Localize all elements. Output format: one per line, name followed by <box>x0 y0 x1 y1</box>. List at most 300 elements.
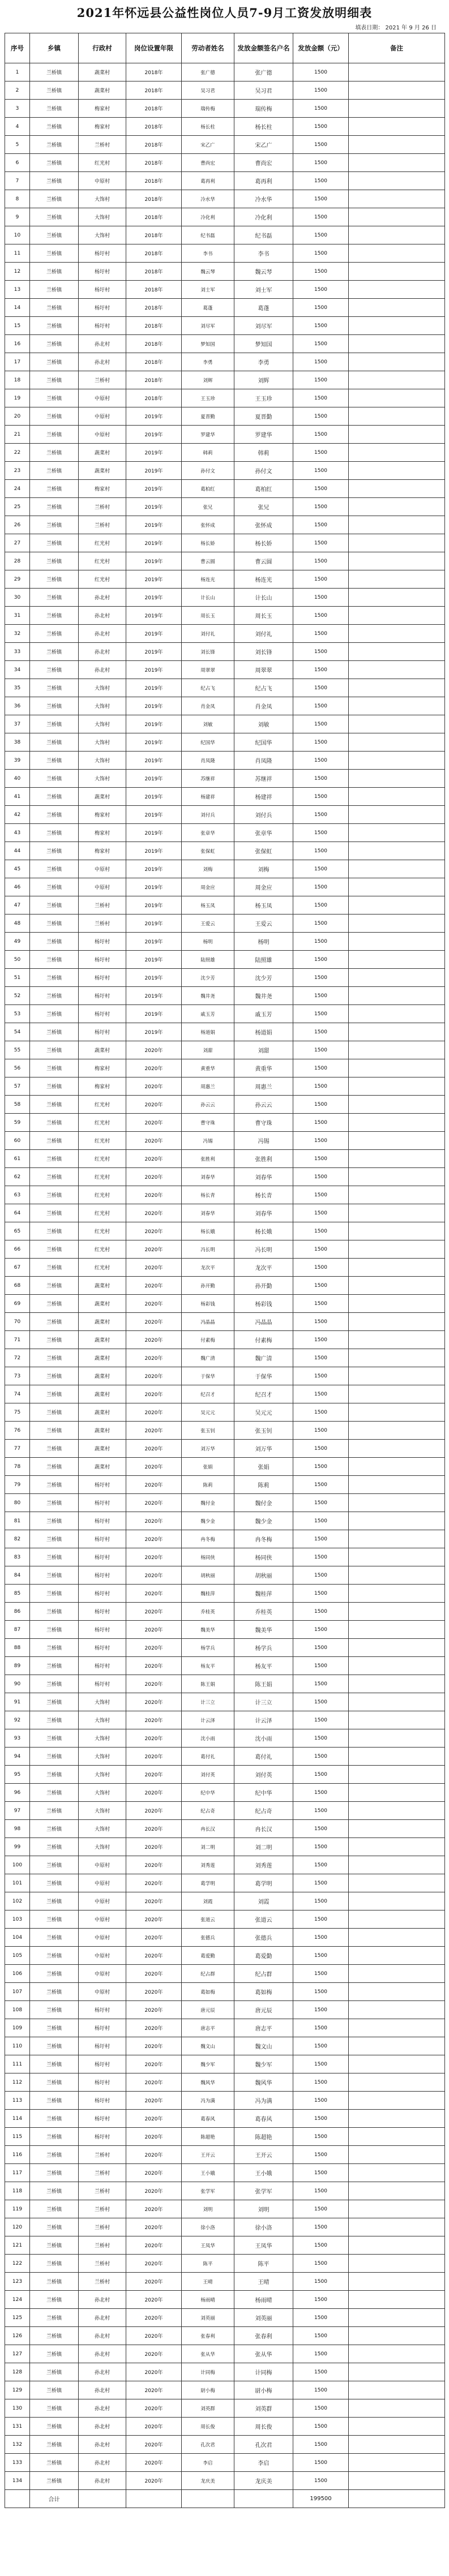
year-cell: 2018年 <box>126 100 182 118</box>
table-row <box>5 244 445 263</box>
seq-cell: 61 <box>5 1150 30 1168</box>
year-cell: 2020年 <box>126 2436 182 2454</box>
amount-cell: 1500 <box>293 2146 349 2164</box>
year-cell: 2020年 <box>126 2309 182 2327</box>
amount-cell: 1500 <box>293 824 349 842</box>
remark-cell <box>349 697 445 715</box>
worker-name-cell: 魏少军 <box>182 2055 234 2073</box>
year-cell: 2019年 <box>126 480 182 498</box>
town-cell: 兰桥镇 <box>30 371 79 389</box>
year-cell: 2019年 <box>126 987 182 1005</box>
year-cell: 2019年 <box>126 552 182 570</box>
town-cell: 兰桥镇 <box>30 2454 79 2472</box>
village-cell: 大饰村 <box>79 1766 126 1784</box>
town-cell: 兰桥镇 <box>30 824 79 842</box>
village-cell: 孙北村 <box>79 661 126 679</box>
town-cell: 兰桥镇 <box>30 915 79 933</box>
town-cell: 兰桥镇 <box>30 1675 79 1693</box>
signature-cell: 尉小梅 <box>234 2381 293 2399</box>
amount-cell: 1500 <box>293 2327 349 2345</box>
signature-cell: 杨玉凤 <box>234 896 293 915</box>
amount-cell: 1500 <box>293 100 349 118</box>
seq-cell: 128 <box>5 2363 30 2381</box>
amount-cell: 1500 <box>293 2164 349 2182</box>
year-cell: 2020年 <box>126 2218 182 2236</box>
remark-cell <box>349 317 445 335</box>
town-cell: 兰桥镇 <box>30 2381 79 2399</box>
seq-cell: 90 <box>5 1675 30 1693</box>
year-cell: 2019年 <box>126 824 182 842</box>
town-cell: 兰桥镇 <box>30 2309 79 2327</box>
amount-cell: 1500 <box>293 1077 349 1096</box>
seq-cell: 69 <box>5 1295 30 1313</box>
amount-cell: 1500 <box>293 806 349 824</box>
remark-cell <box>349 480 445 498</box>
table-row <box>5 1838 445 1856</box>
remark-cell <box>349 2309 445 2327</box>
amount-cell: 1500 <box>293 154 349 172</box>
table-row <box>5 1910 445 1929</box>
fill-date-month-unit: 月 <box>414 25 420 31</box>
remark-cell <box>349 244 445 263</box>
signature-cell: 计长山 <box>234 589 293 607</box>
amount-cell: 1500 <box>293 752 349 770</box>
year-cell: 2018年 <box>126 353 182 371</box>
year-cell: 2019年 <box>126 715 182 733</box>
signature-cell: 冉长汉 <box>234 1820 293 1838</box>
amount-cell: 1500 <box>293 1621 349 1639</box>
amount-cell: 1500 <box>293 570 349 589</box>
signature-cell: 杨同侠 <box>234 1548 293 1566</box>
worker-name-cell: 杨明 <box>182 933 234 951</box>
table-row <box>5 1947 445 1965</box>
village-cell: 兰桥村 <box>79 896 126 915</box>
remark-cell <box>349 1259 445 1277</box>
seq-cell: 94 <box>5 1748 30 1766</box>
signature-cell: 计同梅 <box>234 2363 293 2381</box>
worker-name-cell: 魏付金 <box>182 1494 234 1512</box>
signature-cell: 魏风华 <box>234 2073 293 2092</box>
signature-cell: 杨学兵 <box>234 1639 293 1657</box>
signature-cell: 葛如梅 <box>234 1983 293 2001</box>
amount-cell: 1500 <box>293 2110 349 2128</box>
total-name-cell <box>182 2490 234 2508</box>
table-row <box>5 860 445 878</box>
seq-cell: 80 <box>5 1494 30 1512</box>
remark-cell <box>349 407 445 426</box>
signature-cell: 沈小雨 <box>234 1729 293 1748</box>
seq-cell: 28 <box>5 552 30 570</box>
village-cell: 蔬菜村 <box>79 1385 126 1403</box>
signature-cell: 陈超艳 <box>234 2128 293 2146</box>
year-cell: 2020年 <box>126 1458 182 1476</box>
remark-cell <box>349 1114 445 1132</box>
year-cell: 2020年 <box>126 1820 182 1838</box>
amount-cell: 1500 <box>293 2309 349 2327</box>
table-row <box>5 1548 445 1566</box>
signature-cell: 胡秋丽 <box>234 1566 293 1585</box>
remark-cell <box>349 1367 445 1385</box>
town-cell: 兰桥镇 <box>30 679 79 697</box>
worker-name-cell: 肖金凤 <box>182 697 234 715</box>
remark-cell <box>349 1385 445 1403</box>
worker-name-cell: 陈平 <box>182 2255 234 2273</box>
table-row <box>5 1440 445 1458</box>
signature-cell: 龙庆美 <box>234 2472 293 2490</box>
table-row <box>5 2273 445 2291</box>
town-cell: 兰桥镇 <box>30 1168 79 1186</box>
town-cell: 兰桥镇 <box>30 1096 79 1114</box>
amount-cell: 1500 <box>293 426 349 444</box>
remark-cell <box>349 1512 445 1530</box>
year-cell: 2019年 <box>126 969 182 987</box>
signature-cell: 曹云圆 <box>234 552 293 570</box>
village-cell: 中原村 <box>79 1929 126 1947</box>
seq-cell: 87 <box>5 1621 30 1639</box>
remark-cell <box>349 1820 445 1838</box>
year-cell: 2020年 <box>126 2273 182 2291</box>
remark-cell <box>349 1566 445 1585</box>
town-cell: 兰桥镇 <box>30 878 79 896</box>
amount-cell: 1500 <box>293 1910 349 1929</box>
seq-cell: 45 <box>5 860 30 878</box>
village-cell: 大饰村 <box>79 208 126 226</box>
signature-cell: 杨长青 <box>234 1186 293 1204</box>
village-cell: 中原村 <box>79 407 126 426</box>
amount-cell: 1500 <box>293 1385 349 1403</box>
remark-cell <box>349 2236 445 2255</box>
village-cell: 兰桥村 <box>79 2146 126 2164</box>
total-signature-cell <box>234 2490 293 2508</box>
remark-cell <box>349 263 445 281</box>
remark-cell <box>349 1965 445 1983</box>
worker-name-cell: 杨学兵 <box>182 1639 234 1657</box>
amount-cell: 1500 <box>293 407 349 426</box>
signature-cell: 王小娥 <box>234 2164 293 2182</box>
worker-name-cell: 梦知国 <box>182 335 234 353</box>
village-cell: 大饰村 <box>79 770 126 788</box>
worker-name-cell: 计三立 <box>182 1693 234 1711</box>
worker-name-cell: 周长俊 <box>182 2418 234 2436</box>
worker-name-cell: 张从华 <box>182 2345 234 2363</box>
seq-cell: 122 <box>5 2255 30 2273</box>
village-cell: 孙北村 <box>79 2454 126 2472</box>
remark-cell <box>349 1023 445 1041</box>
table-row <box>5 2291 445 2309</box>
remark-cell <box>349 2255 445 2273</box>
seq-cell: 120 <box>5 2218 30 2236</box>
remark-cell <box>349 1711 445 1729</box>
seq-cell: 66 <box>5 1240 30 1259</box>
signature-cell: 杨长娥 <box>234 1222 293 1240</box>
signature-cell: 杨连光 <box>234 570 293 589</box>
year-cell: 2019年 <box>126 607 182 625</box>
amount-cell: 1500 <box>293 2200 349 2218</box>
header-year: 岗位设置年限 <box>126 33 182 63</box>
seq-cell: 27 <box>5 534 30 552</box>
signature-cell: 魏文山 <box>234 2037 293 2055</box>
worker-name-cell: 冯为满 <box>182 2092 234 2110</box>
town-cell: 兰桥镇 <box>30 1331 79 1349</box>
year-cell: 2019年 <box>126 516 182 534</box>
remark-cell <box>349 1947 445 1965</box>
village-cell: 杨圩村 <box>79 317 126 335</box>
town-cell: 兰桥镇 <box>30 1910 79 1929</box>
table-row <box>5 806 445 824</box>
village-cell: 兰桥村 <box>79 915 126 933</box>
amount-cell: 1500 <box>293 172 349 190</box>
town-cell: 兰桥镇 <box>30 1240 79 1259</box>
seq-cell: 91 <box>5 1693 30 1711</box>
amount-cell: 1500 <box>293 915 349 933</box>
signature-cell: 冷水华 <box>234 190 293 208</box>
seq-cell: 71 <box>5 1331 30 1349</box>
amount-cell: 1500 <box>293 1204 349 1222</box>
village-cell: 孙北村 <box>79 607 126 625</box>
signature-cell: 徐小洛 <box>234 2218 293 2236</box>
worker-name-cell: 张兄 <box>182 498 234 516</box>
village-cell: 孙北村 <box>79 2291 126 2309</box>
signature-cell: 张广德 <box>234 63 293 81</box>
seq-cell: 12 <box>5 263 30 281</box>
table-row <box>5 1603 445 1621</box>
remark-cell <box>349 860 445 878</box>
table-row <box>5 335 445 353</box>
seq-cell: 113 <box>5 2092 30 2110</box>
amount-cell: 1500 <box>293 842 349 860</box>
village-cell: 大饰村 <box>79 1729 126 1748</box>
remark-cell <box>349 1277 445 1295</box>
town-cell: 兰桥镇 <box>30 1023 79 1041</box>
worker-name-cell: 计同梅 <box>182 2363 234 2381</box>
amount-cell: 1500 <box>293 1313 349 1331</box>
seq-cell: 78 <box>5 1458 30 1476</box>
signature-cell: 宋乙广 <box>234 136 293 154</box>
village-cell: 大饰村 <box>79 697 126 715</box>
remark-cell <box>349 987 445 1005</box>
village-cell: 杨圩村 <box>79 2019 126 2037</box>
village-cell: 孙北村 <box>79 643 126 661</box>
year-cell: 2020年 <box>126 1929 182 1947</box>
worker-name-cell: 杨建祥 <box>182 788 234 806</box>
year-cell: 2020年 <box>126 2128 182 2146</box>
table-row <box>5 1802 445 1820</box>
seq-cell: 47 <box>5 896 30 915</box>
signature-cell: 付素梅 <box>234 1331 293 1349</box>
village-cell: 杨圩村 <box>79 299 126 317</box>
amount-cell: 1500 <box>293 2291 349 2309</box>
year-cell: 2020年 <box>126 2291 182 2309</box>
seq-cell: 117 <box>5 2164 30 2182</box>
worker-name-cell: 刘士军 <box>182 281 234 299</box>
year-cell: 2020年 <box>126 1277 182 1295</box>
town-cell: 兰桥镇 <box>30 2182 79 2200</box>
worker-name-cell: 杨道娟 <box>182 1023 234 1041</box>
signature-cell: 冯锡 <box>234 1132 293 1150</box>
seq-cell: 44 <box>5 842 30 860</box>
town-cell: 兰桥镇 <box>30 1403 79 1422</box>
remark-cell <box>349 2055 445 2073</box>
signature-cell: 孙开勤 <box>234 1277 293 1295</box>
village-cell: 杨圩村 <box>79 1585 126 1603</box>
signature-cell: 葛学明 <box>234 1874 293 1892</box>
village-cell: 红光村 <box>79 1222 126 1240</box>
amount-cell: 1500 <box>293 2073 349 2092</box>
signature-cell: 曹尚宏 <box>234 154 293 172</box>
amount-cell: 1500 <box>293 2092 349 2110</box>
amount-cell: 1500 <box>293 190 349 208</box>
village-cell: 大饰村 <box>79 1711 126 1729</box>
worker-name-cell: 韩莉 <box>182 444 234 462</box>
worker-name-cell: 唐元辰 <box>182 2001 234 2019</box>
signature-cell: 冷化利 <box>234 208 293 226</box>
year-cell: 2020年 <box>126 1892 182 1910</box>
amount-cell: 1500 <box>293 1874 349 1892</box>
town-cell: 兰桥镇 <box>30 480 79 498</box>
seq-cell: 84 <box>5 1566 30 1585</box>
remark-cell <box>349 353 445 371</box>
village-cell: 蔬菜村 <box>79 462 126 480</box>
remark-cell <box>349 770 445 788</box>
seq-cell: 19 <box>5 389 30 407</box>
village-cell: 孙北村 <box>79 2363 126 2381</box>
remark-cell <box>349 1440 445 1458</box>
year-cell: 2019年 <box>126 842 182 860</box>
seq-cell: 82 <box>5 1530 30 1548</box>
worker-name-cell: 胡秋丽 <box>182 1566 234 1585</box>
town-cell: 兰桥镇 <box>30 589 79 607</box>
seq-cell: 1 <box>5 63 30 81</box>
table-row <box>5 462 445 480</box>
town-cell: 兰桥镇 <box>30 2037 79 2055</box>
remark-cell <box>349 2436 445 2454</box>
amount-cell: 1500 <box>293 2436 349 2454</box>
table-row <box>5 1458 445 1476</box>
town-cell: 兰桥镇 <box>30 1838 79 1856</box>
worker-name-cell: 沈少芳 <box>182 969 234 987</box>
town-cell: 兰桥镇 <box>30 1657 79 1675</box>
year-cell: 2019年 <box>126 570 182 589</box>
table-row <box>5 407 445 426</box>
signature-cell: 杨雨晴 <box>234 2291 293 2309</box>
remark-cell <box>349 1132 445 1150</box>
table-row <box>5 154 445 172</box>
worker-name-cell: 冷化利 <box>182 208 234 226</box>
worker-name-cell: 陆照雄 <box>182 951 234 969</box>
town-cell: 兰桥镇 <box>30 1313 79 1331</box>
remark-cell <box>349 208 445 226</box>
seq-cell: 98 <box>5 1820 30 1838</box>
worker-name-cell: 孙付文 <box>182 462 234 480</box>
amount-cell: 1500 <box>293 1458 349 1476</box>
village-cell: 杨圩村 <box>79 951 126 969</box>
seq-cell: 114 <box>5 2110 30 2128</box>
year-cell: 2020年 <box>126 2182 182 2200</box>
table-row <box>5 2399 445 2418</box>
seq-cell: 103 <box>5 1910 30 1929</box>
worker-name-cell: 冯长明 <box>182 1240 234 1259</box>
year-cell: 2020年 <box>126 1621 182 1639</box>
header-village: 行政村 <box>79 33 126 63</box>
year-cell: 2020年 <box>126 1910 182 1929</box>
village-cell: 孙北村 <box>79 589 126 607</box>
signature-cell: 罗建华 <box>234 426 293 444</box>
remark-cell <box>349 100 445 118</box>
signature-cell: 刘付兵 <box>234 806 293 824</box>
amount-cell: 1500 <box>293 208 349 226</box>
village-cell: 兰桥村 <box>79 2200 126 2218</box>
town-cell: 兰桥镇 <box>30 1585 79 1603</box>
worker-name-cell: 冯锡 <box>182 1132 234 1150</box>
table-row <box>5 371 445 389</box>
worker-name-cell: 王爱云 <box>182 915 234 933</box>
seq-cell: 40 <box>5 770 30 788</box>
amount-cell: 1500 <box>293 1693 349 1711</box>
remark-cell <box>349 2345 445 2363</box>
year-cell: 2020年 <box>126 2255 182 2273</box>
worker-name-cell: 冉长汉 <box>182 1820 234 1838</box>
town-cell: 兰桥镇 <box>30 697 79 715</box>
village-cell: 大饰村 <box>79 1693 126 1711</box>
table-row <box>5 1204 445 1222</box>
village-cell: 孙北村 <box>79 625 126 643</box>
village-cell: 杨圩村 <box>79 1621 126 1639</box>
year-cell: 2019年 <box>126 806 182 824</box>
amount-cell: 1500 <box>293 1005 349 1023</box>
amount-cell: 1500 <box>293 2472 349 2490</box>
signature-cell: 周长玉 <box>234 607 293 625</box>
town-cell: 兰桥镇 <box>30 317 79 335</box>
total-row <box>5 2490 445 2508</box>
seq-cell: 106 <box>5 1965 30 1983</box>
signature-cell: 刘尽军 <box>234 317 293 335</box>
table-row <box>5 625 445 643</box>
worker-name-cell: 孔次君 <box>182 2436 234 2454</box>
remark-cell <box>349 2037 445 2055</box>
remark-cell <box>349 1983 445 2001</box>
village-cell: 杨圩村 <box>79 1005 126 1023</box>
town-cell: 兰桥镇 <box>30 1349 79 1367</box>
remark-cell <box>349 1929 445 1947</box>
amount-cell: 1500 <box>293 1856 349 1874</box>
town-cell: 兰桥镇 <box>30 1458 79 1476</box>
remark-cell <box>349 136 445 154</box>
seq-cell: 33 <box>5 643 30 661</box>
table-row <box>5 2001 445 2019</box>
worker-name-cell: 杨长娇 <box>182 534 234 552</box>
signature-cell: 于保华 <box>234 1367 293 1385</box>
amount-cell: 1500 <box>293 697 349 715</box>
remark-cell <box>349 661 445 679</box>
remark-cell <box>349 806 445 824</box>
town-cell: 兰桥镇 <box>30 1059 79 1077</box>
table-row <box>5 1892 445 1910</box>
remark-cell <box>349 2073 445 2092</box>
village-cell: 兰桥村 <box>79 2164 126 2182</box>
town-cell: 兰桥镇 <box>30 770 79 788</box>
year-cell: 2020年 <box>126 1603 182 1621</box>
worker-name-cell: 葛学明 <box>182 1874 234 1892</box>
seq-cell: 97 <box>5 1802 30 1820</box>
remark-cell <box>349 552 445 570</box>
year-cell: 2018年 <box>126 299 182 317</box>
year-cell: 2020年 <box>126 1748 182 1766</box>
amount-cell: 1500 <box>293 2363 349 2381</box>
signature-cell: 刘英丽 <box>234 2309 293 2327</box>
signature-cell: 冯为满 <box>234 2092 293 2110</box>
worker-name-cell: 孙云云 <box>182 1096 234 1114</box>
worker-name-cell: 周长玉 <box>182 607 234 625</box>
